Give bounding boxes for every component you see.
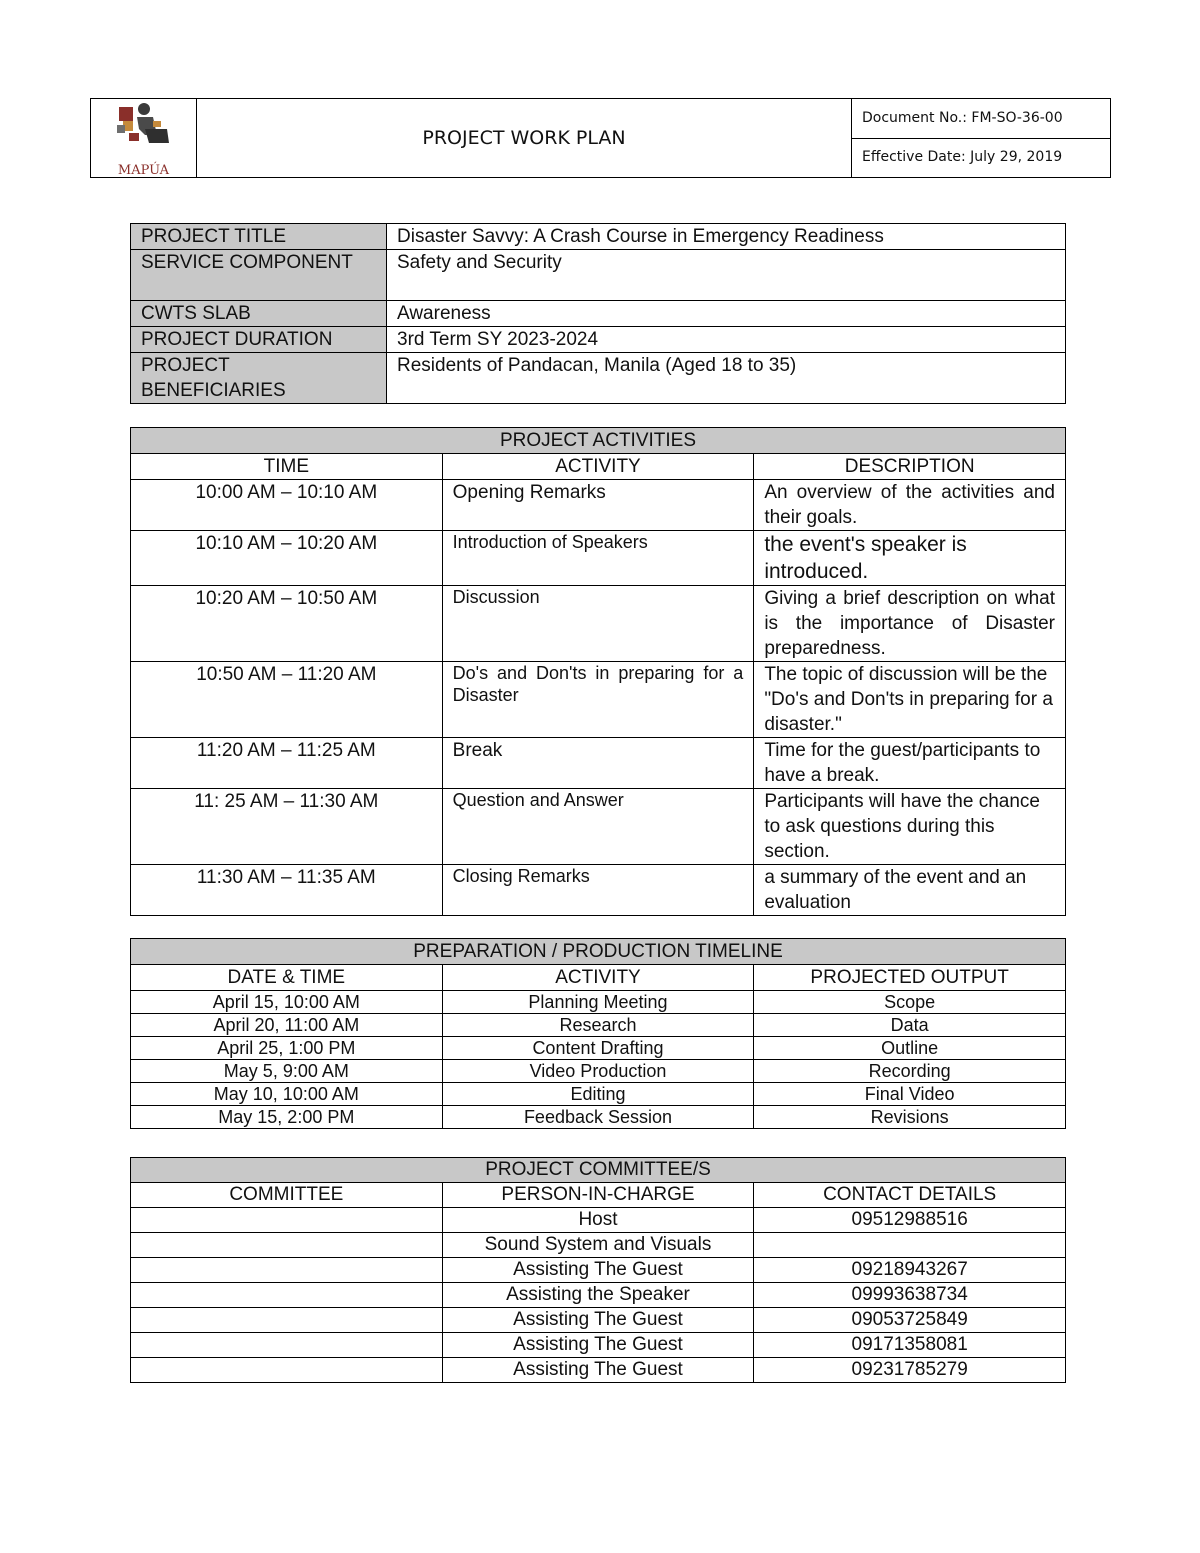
- info-value: Residents of Pandacan, Manila (Aged 18 to 35): [387, 353, 1066, 404]
- table-row: [131, 865, 1066, 916]
- person-in-charge: Sound System and Visuals: [442, 1233, 754, 1258]
- section-title: PROJECT COMMITTEE/S: [131, 1158, 1066, 1183]
- column-header: PROJECTED OUTPUT: [754, 965, 1066, 991]
- timeline-output: Data: [754, 1014, 1066, 1037]
- timeline-date: April 20, 11:00 AM: [131, 1014, 443, 1037]
- info-value: 3rd Term SY 2023-2024: [387, 327, 1066, 353]
- person-in-charge: Assisting The Guest: [442, 1258, 754, 1283]
- table-row: [131, 1283, 1066, 1308]
- info-row: [131, 301, 1066, 327]
- section-title: PROJECT ACTIVITIES: [131, 428, 1066, 454]
- table-row: [131, 1037, 1066, 1060]
- timeline-output: Recording: [754, 1060, 1066, 1083]
- table-row: [131, 991, 1066, 1014]
- info-row: [131, 353, 1066, 404]
- activity-description: Giving a brief description on what is the importance of Disaster preparedness.: [754, 586, 1066, 662]
- page-title: PROJECT WORK PLAN: [197, 99, 852, 178]
- table-row: [131, 480, 1066, 531]
- info-value: Awareness: [387, 301, 1066, 327]
- person-in-charge: Assisting The Guest: [442, 1308, 754, 1333]
- timeline-output: Final Video: [754, 1083, 1066, 1106]
- committee-name: [131, 1308, 443, 1333]
- timeline-activity: Planning Meeting: [442, 991, 754, 1014]
- timeline-activity: Research: [442, 1014, 754, 1037]
- timeline-output: Scope: [754, 991, 1066, 1014]
- activity-time: 11: 25 AM – 11:30 AM: [131, 789, 443, 865]
- activity-description: the event's speaker is introduced.: [754, 531, 1066, 586]
- table-row: [131, 1106, 1066, 1129]
- contact-details: [754, 1233, 1066, 1258]
- timeline-date: May 5, 9:00 AM: [131, 1060, 443, 1083]
- column-header: PERSON-IN-CHARGE: [442, 1183, 754, 1208]
- mapua-logo: [109, 99, 179, 165]
- activity-time: 10:20 AM – 10:50 AM: [131, 586, 443, 662]
- info-label: SERVICE COMPONENT: [131, 250, 387, 301]
- activity-description: Participants will have the chance to ask questions during this section.: [754, 789, 1066, 865]
- committee-name: [131, 1283, 443, 1308]
- person-in-charge: Assisting The Guest: [442, 1358, 754, 1383]
- effective-date: Effective Date: July 29, 2019: [852, 138, 1111, 178]
- table-row: [131, 1208, 1066, 1233]
- timeline-activity: Feedback Session: [442, 1106, 754, 1129]
- info-row: [131, 224, 1066, 250]
- project-committee-table: [130, 1157, 1066, 1383]
- activity-time: 10:50 AM – 11:20 AM: [131, 662, 443, 738]
- column-header: TIME: [131, 454, 443, 480]
- person-in-charge: Assisting The Guest: [442, 1333, 754, 1358]
- committee-name: [131, 1258, 443, 1283]
- timeline-activity: Video Production: [442, 1060, 754, 1083]
- contact-details: 09171358081: [754, 1333, 1066, 1358]
- table-row: [131, 789, 1066, 865]
- column-header: DESCRIPTION: [754, 454, 1066, 480]
- activity-time: 10:00 AM – 10:10 AM: [131, 480, 443, 531]
- activity-name: Do's and Don'ts in preparing for a Disaster: [442, 662, 754, 738]
- column-header: DATE & TIME: [131, 965, 443, 991]
- document-number: Document No.: FM-SO-36-00: [852, 99, 1111, 139]
- activity-name: Discussion: [442, 586, 754, 662]
- person-in-charge: Assisting the Speaker: [442, 1283, 754, 1308]
- activity-time: 11:20 AM – 11:25 AM: [131, 738, 443, 789]
- activity-time: 11:30 AM – 11:35 AM: [131, 865, 443, 916]
- activity-description: The topic of discussion will be the "Do's and Don'ts in preparing for a disaster.": [754, 662, 1066, 738]
- activity-description: An overview of the activities and their goals.: [754, 480, 1066, 531]
- activity-name: Break: [442, 738, 754, 789]
- table-row: [131, 1308, 1066, 1333]
- committee-name: [131, 1233, 443, 1258]
- table-row: [131, 1333, 1066, 1358]
- activity-name: Opening Remarks: [442, 480, 754, 531]
- activity-time: 10:10 AM – 10:20 AM: [131, 531, 443, 586]
- contact-details: 09053725849: [754, 1308, 1066, 1333]
- contact-details: 09993638734: [754, 1283, 1066, 1308]
- committee-name: [131, 1333, 443, 1358]
- table-row: [131, 1083, 1066, 1106]
- activity-name: Introduction of Speakers: [442, 531, 754, 586]
- table-row: [131, 1258, 1066, 1283]
- activity-name: Question and Answer: [442, 789, 754, 865]
- timeline-date: April 25, 1:00 PM: [131, 1037, 443, 1060]
- section-title: PREPARATION / PRODUCTION TIMELINE: [131, 939, 1066, 965]
- column-header: CONTACT DETAILS: [754, 1183, 1066, 1208]
- timeline-date: April 15, 10:00 AM: [131, 991, 443, 1014]
- table-row: [131, 1014, 1066, 1037]
- column-header: ACTIVITY: [442, 454, 754, 480]
- table-row: [131, 1060, 1066, 1083]
- logo-text: MAPÚA: [117, 163, 170, 178]
- activity-description: Time for the guest/participants to have a break.: [754, 738, 1066, 789]
- table-row: [131, 662, 1066, 738]
- timeline-activity: Content Drafting: [442, 1037, 754, 1060]
- info-value: Disaster Savvy: A Crash Course in Emergency Readiness: [387, 224, 1066, 250]
- table-row: [131, 1358, 1066, 1383]
- info-row: [131, 327, 1066, 353]
- logo-cell: [91, 99, 197, 178]
- table-row: [131, 1233, 1066, 1258]
- committee-name: [131, 1208, 443, 1233]
- info-label: PROJECT TITLE: [131, 224, 387, 250]
- person-in-charge: Host: [442, 1208, 754, 1233]
- project-activities-table: [130, 427, 1066, 916]
- info-label: PROJECT DURATION: [131, 327, 387, 353]
- table-row: [131, 586, 1066, 662]
- timeline-output: Outline: [754, 1037, 1066, 1060]
- info-label: PROJECT BENEFICIARIES: [131, 353, 387, 404]
- column-header: COMMITTEE: [131, 1183, 443, 1208]
- contact-details: 09512988516: [754, 1208, 1066, 1233]
- project-info-table: [130, 223, 1066, 404]
- table-row: [131, 531, 1066, 586]
- info-row: [131, 250, 1066, 301]
- contact-details: 09218943267: [754, 1258, 1066, 1283]
- info-value: Safety and Security: [387, 250, 1066, 301]
- timeline-activity: Editing: [442, 1083, 754, 1106]
- activity-name: Closing Remarks: [442, 865, 754, 916]
- info-label: CWTS SLAB: [131, 301, 387, 327]
- document-header: [90, 98, 1111, 178]
- column-header: ACTIVITY: [442, 965, 754, 991]
- table-row: [131, 738, 1066, 789]
- activity-description: a summary of the event and an evaluation: [754, 865, 1066, 916]
- production-timeline-table: [130, 938, 1066, 1129]
- timeline-date: May 15, 2:00 PM: [131, 1106, 443, 1129]
- contact-details: 09231785279: [754, 1358, 1066, 1383]
- timeline-date: May 10, 10:00 AM: [131, 1083, 443, 1106]
- committee-name: [131, 1358, 443, 1383]
- timeline-output: Revisions: [754, 1106, 1066, 1129]
